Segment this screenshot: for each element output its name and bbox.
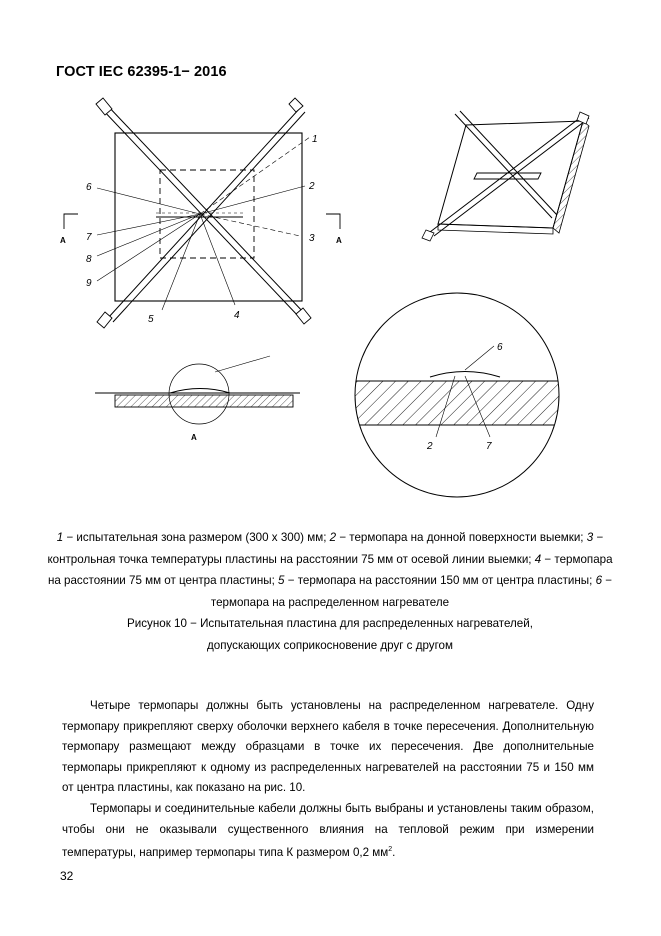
- isometric-view: [422, 111, 589, 241]
- callout-9: 9: [86, 278, 92, 289]
- callout-3: 3: [309, 233, 315, 244]
- callout-2: 2: [309, 181, 315, 192]
- detail-view: [340, 293, 580, 497]
- figure-caption: [40, 527, 620, 657]
- callout-8: 8: [86, 254, 92, 265]
- document-header: ГОСТ IEC 62395-1− 2016: [56, 64, 227, 80]
- detail-callout-7: 7: [486, 441, 492, 452]
- figure-title-line-1: Рисунок 10 − Испытательная пластина для распределенных нагревателей,: [127, 617, 533, 631]
- callout-6: 6: [86, 182, 92, 193]
- callout-7: 7: [86, 232, 92, 243]
- detail-a-label: A: [191, 433, 197, 442]
- detail-callout-2: 2: [427, 441, 433, 452]
- plan-callouts: [86, 134, 318, 325]
- callout-1: 1: [312, 134, 318, 145]
- section-mark-left: A: [60, 236, 66, 245]
- paragraph-2: Термопары и соединительные кабели должны быть выбраны и установлены таким образом, чтобы они не оказывали существенного влияния на тепловой режим при измерении температуры, например термопары типа К размером 0,2 $мм^2$.: [62, 801, 594, 860]
- page-number: 32: [60, 869, 74, 883]
- callout-5: 5: [148, 314, 154, 325]
- callout-4: 4: [234, 310, 240, 321]
- section-mark-right: A: [336, 236, 342, 245]
- paragraph-1: Четыре термопары должны быть установлены на распределенном нагревателе. Одну термопару прикрепляют сверху оболочки верхнего кабеля в точке пересечения. Дополнительную термопару размещают между образцами в точке их пересечения. Две дополнительные термопары прикрепляют к одному из распределенных нагревателей на расстоянии 75 и 150 мм от центра пластины, как показано на рис. 10.: [62, 699, 594, 795]
- body-text: [62, 696, 594, 864]
- caption-legend: 1 − испытательная зона размером (300 х 300) мм; 2 − термопара на донной поверхности выемки; 3 − контрольная точка температуры пластины на расстоянии 75 мм от осевой линии выемки; 4 − термопара на расстоянии 75 мм от центра пластины; 5 − термопара на расстоянии 150 мм от центра пластины; 6 − термопара на распределенном нагревателе: [47, 531, 613, 609]
- figure-title-line-2: допускающих соприкосновение друг с другом: [207, 638, 453, 652]
- detail-callout-6: 6: [497, 342, 503, 353]
- section-marks: [60, 236, 342, 245]
- section-view: [95, 356, 300, 424]
- plan-view: [64, 98, 340, 328]
